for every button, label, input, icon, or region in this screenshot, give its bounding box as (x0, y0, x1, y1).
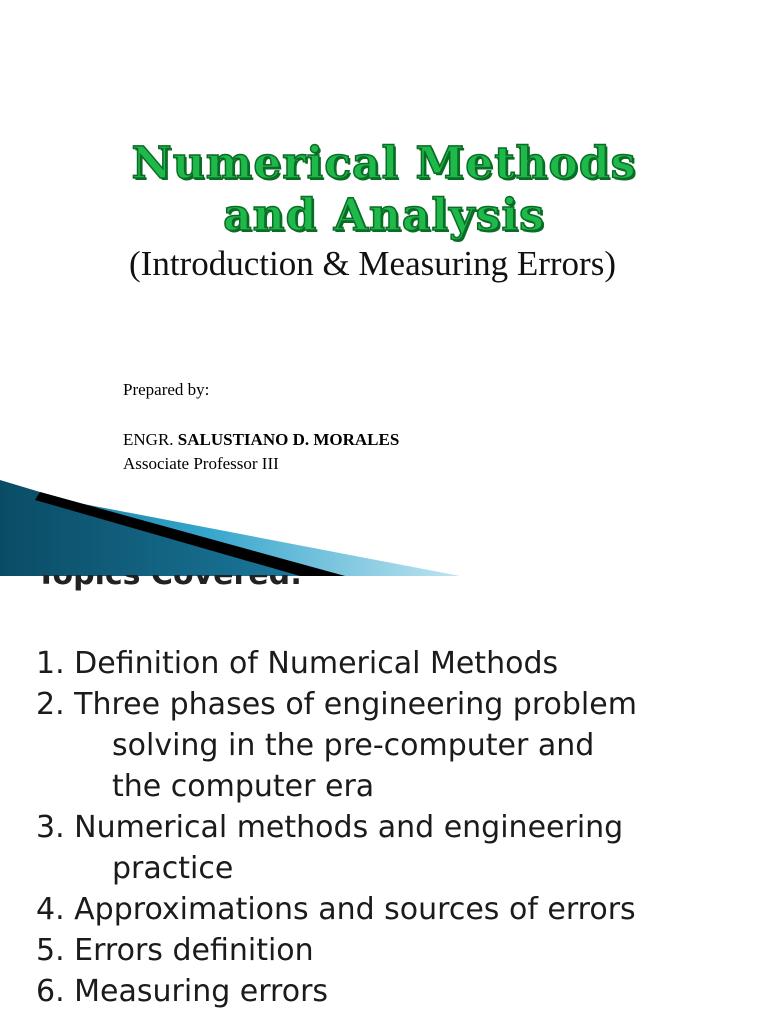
list-item (36, 643, 756, 684)
author-position: Associate Professor III (123, 454, 279, 473)
author-name: SALUSTIANO D. MORALES (177, 430, 400, 449)
topic-line: 6. Measuring errors (36, 974, 329, 1009)
topic-line-continued: solving in the pre-computer and (112, 728, 595, 763)
list-item (36, 930, 756, 971)
slide-subtitle: (Introduction & Measuring Errors) (129, 244, 616, 283)
title-line-2: and Analysis (223, 190, 545, 241)
prepared-by-label: Prepared by: (123, 380, 210, 399)
list-item (36, 889, 756, 930)
slide-divider-graphic (0, 480, 470, 580)
author-prefix: ENGR. (123, 430, 178, 449)
author-name-line (123, 430, 399, 450)
slide-title (0, 138, 768, 242)
topics-list (36, 643, 756, 1012)
title-line-1: Numerical Methods (131, 138, 637, 189)
topic-line-continued: practice (112, 851, 234, 886)
topic-line: 3. Numerical methods and engineering (36, 810, 624, 845)
topic-line: 1. Definition of Numerical Methods (36, 646, 559, 681)
topic-line: 4. Approximations and sources of errors (36, 892, 636, 927)
list-item (36, 807, 756, 889)
author-block (123, 380, 399, 474)
list-item (36, 684, 756, 807)
topic-line: 2. Three phases of engineering problem (36, 687, 637, 722)
topic-line-continued: the computer era (112, 769, 375, 804)
topic-line: 5. Errors definition (36, 933, 314, 968)
list-item (36, 971, 756, 1012)
